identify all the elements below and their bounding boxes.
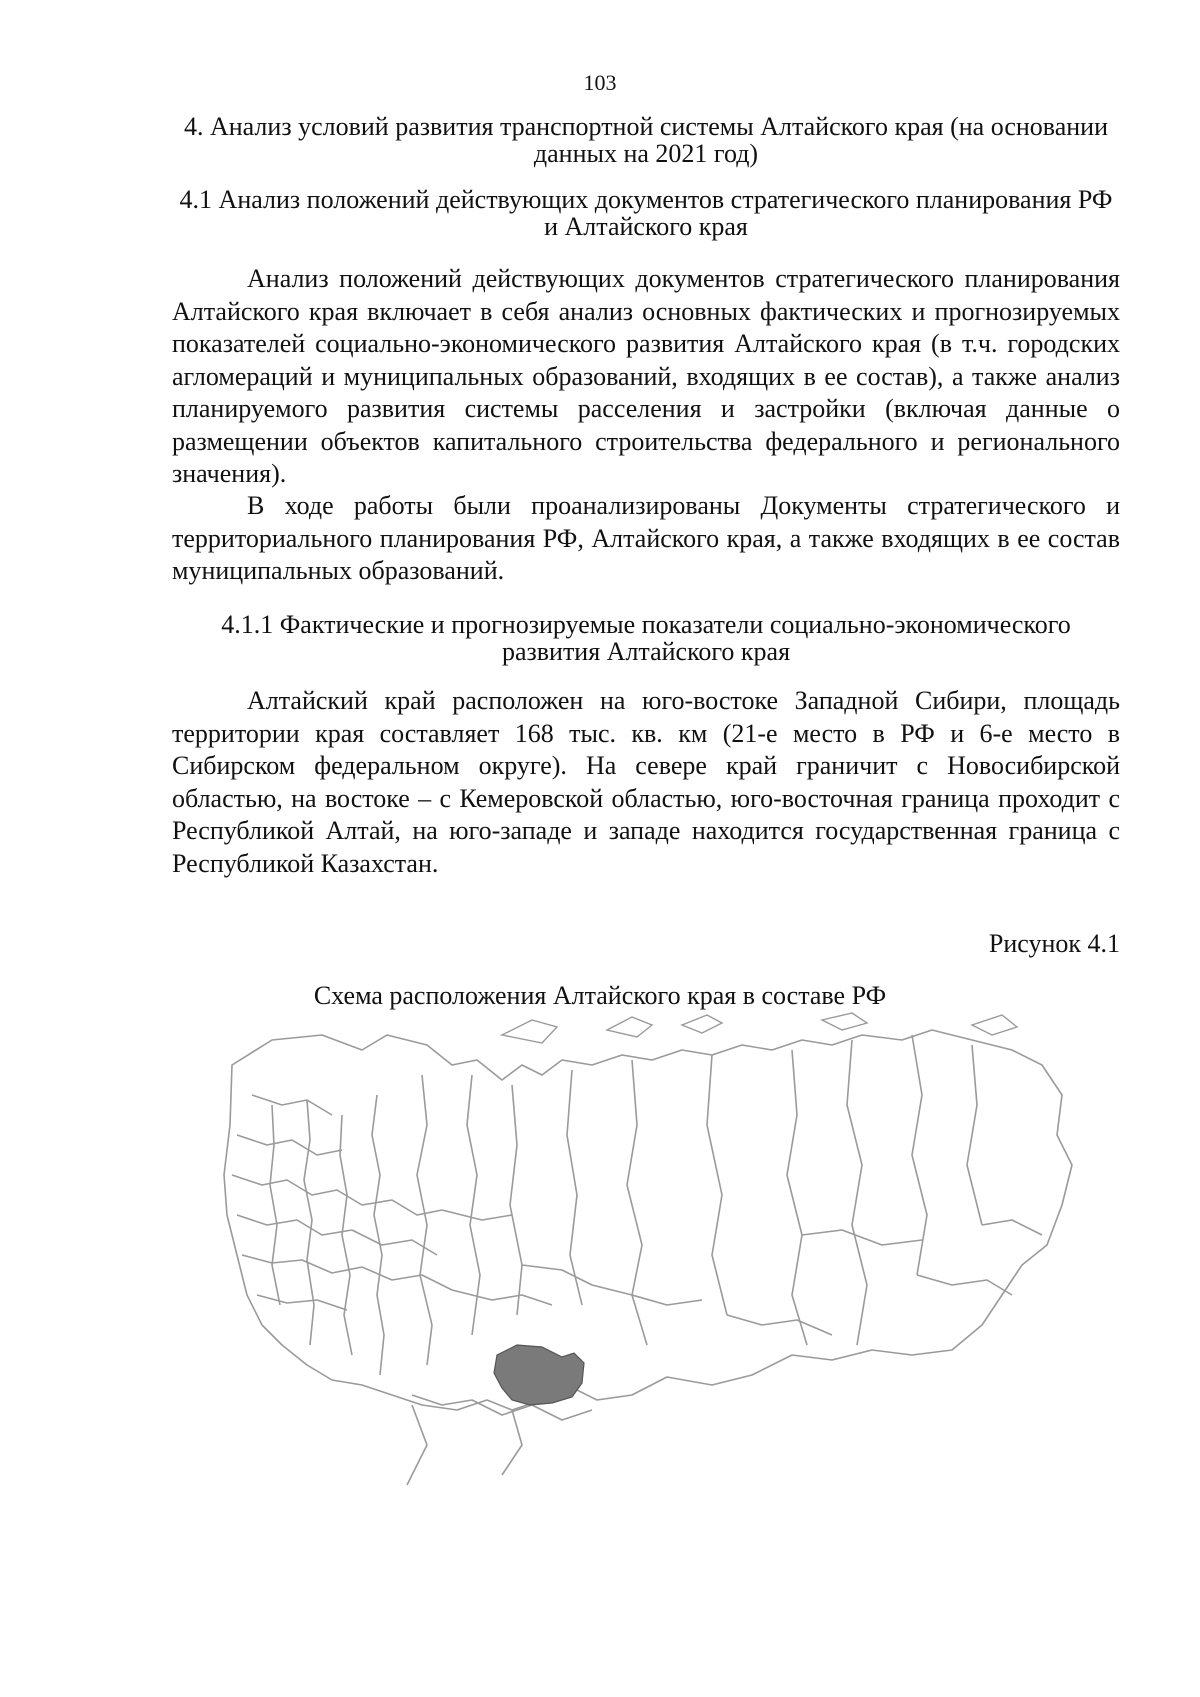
border-line	[270, 1105, 280, 1305]
border-line	[442, 1210, 512, 1220]
border-line	[340, 1115, 352, 1355]
island-outline	[972, 1015, 1017, 1035]
border-line	[802, 1230, 922, 1245]
border-line	[982, 1220, 1042, 1235]
border-line	[912, 1035, 927, 1275]
border-line	[510, 1085, 522, 1315]
border-line	[707, 1055, 727, 1315]
border-line	[502, 1410, 522, 1475]
island-outline	[502, 1020, 557, 1043]
border-line	[522, 1265, 592, 1285]
border-line	[237, 1215, 352, 1235]
subsection-heading: 4.1 Анализ положений действующих документов стратегического планирования РФ и Алтайского края	[179, 185, 1113, 241]
border-line	[727, 1315, 832, 1335]
russia-regions-map	[212, 1005, 1082, 1495]
border-line	[567, 1070, 582, 1305]
border-line	[232, 1175, 362, 1205]
figure-label: Рисунок 4.1	[988, 929, 1120, 958]
paragraph-region-location: Алтайский край расположен на юго-востоке Западной Сибири, площадь территории края составляет 168 тыс. кв. км (21-е место в РФ и 6-е место в Сибирском федеральном округе). На севере край граничит с Новосибирской областью, на востоке – с Кемеровской областью, юго-восточная граница проходит с Республикой Алтай, на юго-западе и западе находится государственная граница с Республикой Казахстан.	[172, 686, 1120, 878]
border-line	[787, 1050, 807, 1345]
border-line	[242, 1255, 362, 1273]
border-line	[417, 1075, 432, 1365]
page-number: 103	[583, 70, 617, 95]
paragraph-analysis-scope: Анализ положений действующих документов стратегического планирования Алтайского края включает в себя анализ основных фактических и прогнозируемых показателей социально-экономического развития Алтайского края (в т.ч. городских агломераций и муниципальных образований, входящих в ее состав), а также анализ планируемого развития системы расселения и застройки (включая данные о размещении объектов капитального строительства федерального и регионального значения).	[172, 264, 1120, 488]
island-outline	[682, 1015, 722, 1033]
border-line	[592, 1285, 702, 1305]
border-line	[967, 1045, 982, 1225]
border-line	[452, 1290, 552, 1305]
border-line	[257, 1295, 347, 1310]
border-line	[237, 1135, 342, 1155]
border-line	[362, 1267, 452, 1290]
border-line	[917, 1275, 1012, 1295]
island-outline	[607, 1017, 652, 1037]
subsubsection-heading: 4.1.1 Фактические и прогнозируемые показатели социально-экономического развития Алтайского края	[221, 610, 1071, 666]
altai-krai-region	[494, 1345, 584, 1405]
border-line	[304, 1100, 314, 1345]
section-heading: 4. Анализ условий развития транспортной системы Алтайского края (на основании данных на 2021 год)	[183, 112, 1109, 168]
border-line	[252, 1095, 332, 1115]
border-line	[372, 1095, 384, 1375]
island-outline	[822, 1013, 867, 1030]
border-line	[627, 1060, 647, 1345]
border-line	[407, 1405, 427, 1485]
paragraph-documents-analyzed: В ходе работы были проанализированы Документы стратегического и территориального планирования РФ, Алтайского края, а также входящих в ее состав муниципальных образований.	[172, 491, 1120, 585]
figure-title: Схема расположения Алтайского края в составе РФ	[313, 981, 887, 1010]
border-line	[847, 1040, 867, 1345]
